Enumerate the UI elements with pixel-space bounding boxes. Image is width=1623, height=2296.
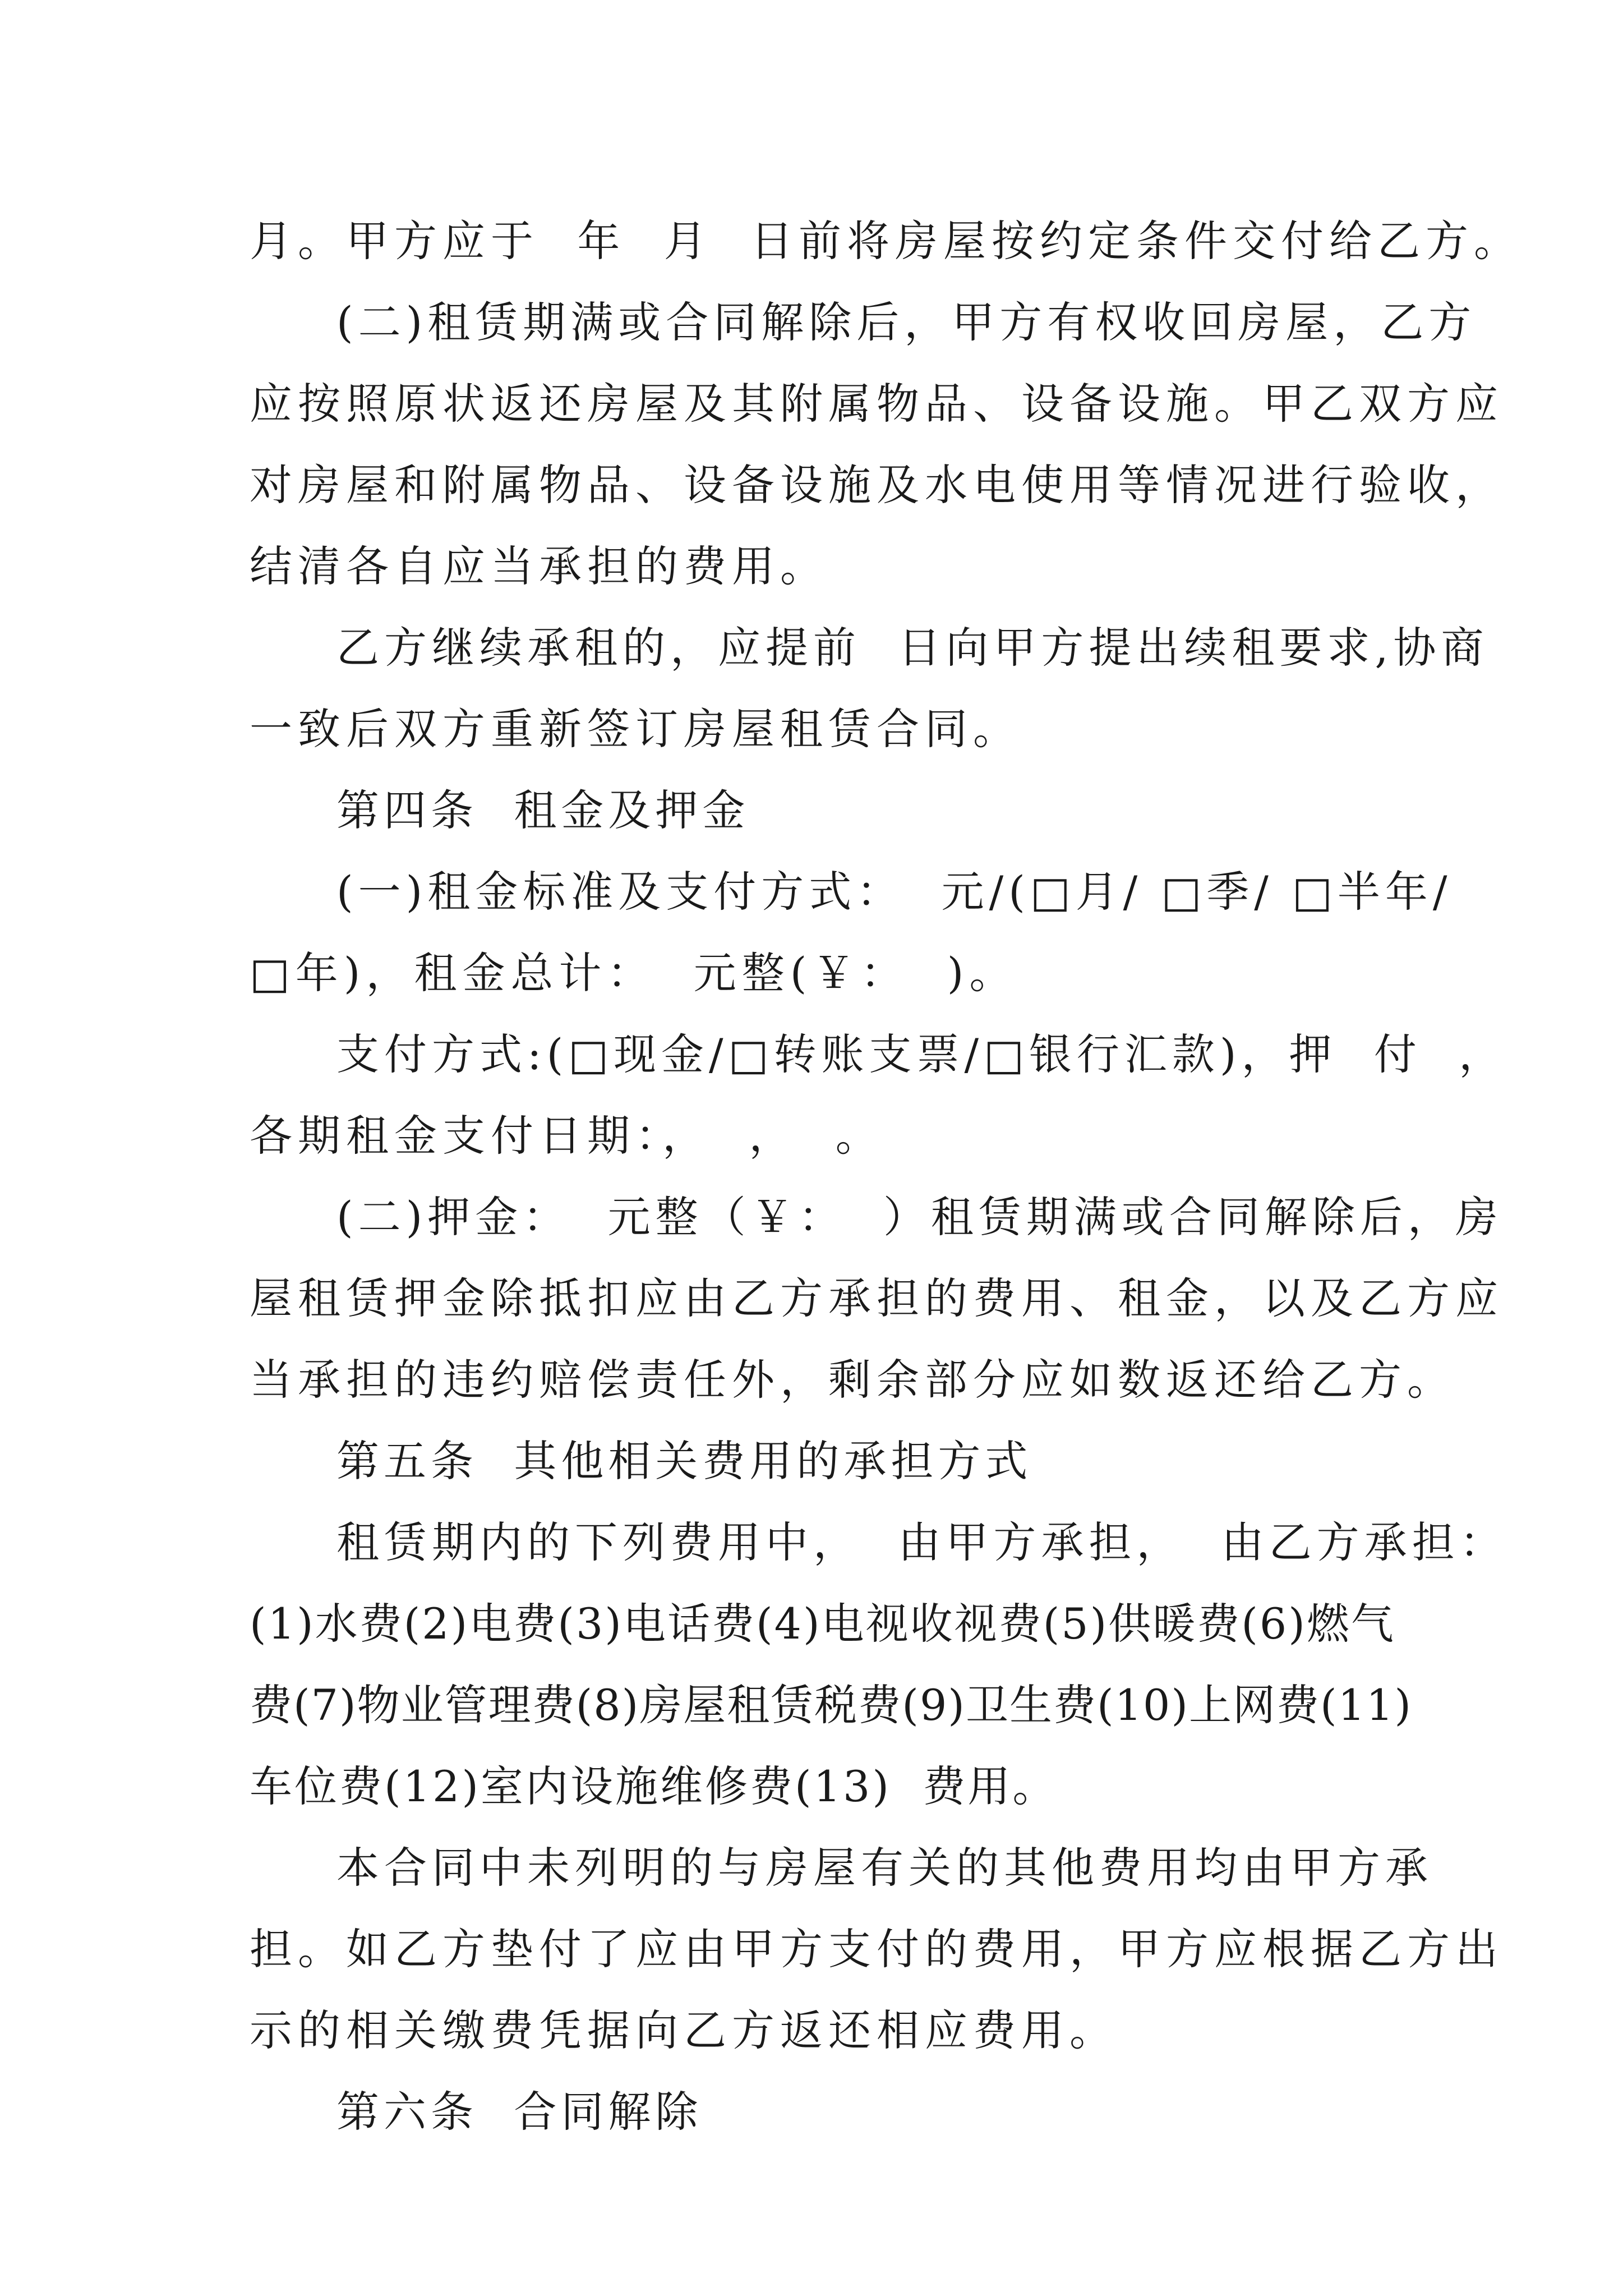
text-line: 示的相关缴费凭据向乙方返还相应费用。 [250,2005,1118,2055]
text-line: (二)押金： 元整（￥： ）租赁期满或合同解除后，房 [336,1192,1503,1242]
text-line: 车位费(12)室内设施维修费(13) 费用。 [250,1761,1058,1811]
text-line: 应按照原状返还房屋及其附属物品、设备设施。甲乙双方应 [250,379,1504,429]
text-line: 屋租赁押金除抵扣应由乙方承担的费用、租金，以及乙方应 [250,1273,1504,1323]
text-line: 费(7)物业管理费(8)房屋租赁税费(9)卫生费(10)上网费(11) [250,1680,1412,1730]
text-line: 支付方式:(□现金/□转账支票/□银行汇款)，押 付 ， [336,1029,1507,1079]
text-line: (1)水费(2)电费(3)电话费(4)电视收视费(5)供暖费(6)燃气 [250,1599,1395,1649]
text-line: 当承担的违约赔偿责任外，剩余部分应如数返还给乙方。 [250,1355,1455,1405]
text-line: 乙方继续承租的，应提前 日向甲方提出续租要求,协商 [336,623,1489,673]
section-heading: 第五条 其他相关费用的承担方式 [336,1436,1032,1486]
section-heading: 第四条 租金及押金 [336,785,750,835]
text-line: 对房屋和附属物品、设备设施及水电使用等情况进行验收， [250,460,1504,510]
text-line: 本合同中未列明的与房屋有关的其他费用均由甲方承 [336,1843,1433,1893]
text-line: 结清各自应当承担的费用。 [250,541,828,591]
text-line: 月。甲方应于 年 月 日前将房屋按约定条件交付给乙方。 [250,216,1522,266]
text-line: 一致后双方重新签订房屋租赁合同。 [250,704,1021,754]
text-line: (二)租赁期满或合同解除后，甲方有权收回房屋，乙方 [336,297,1477,347]
text-line: 担。如乙方垫付了应由甲方支付的费用，甲方应根据乙方出 [250,1924,1504,1974]
text-line: (一)租金标准及支付方式： 元/(□月/ □季/ □半年/ [336,867,1453,917]
text-line: 各期租金支付日期：， ， 。 [250,1111,884,1161]
text-line: □年)，租金总计： 元整(￥： )。 [250,948,1018,998]
section-heading: 第六条 合同解除 [336,2087,703,2137]
text-line: 租赁期内的下列费用中， 由甲方承担， 由乙方承担： [336,1517,1507,1567]
